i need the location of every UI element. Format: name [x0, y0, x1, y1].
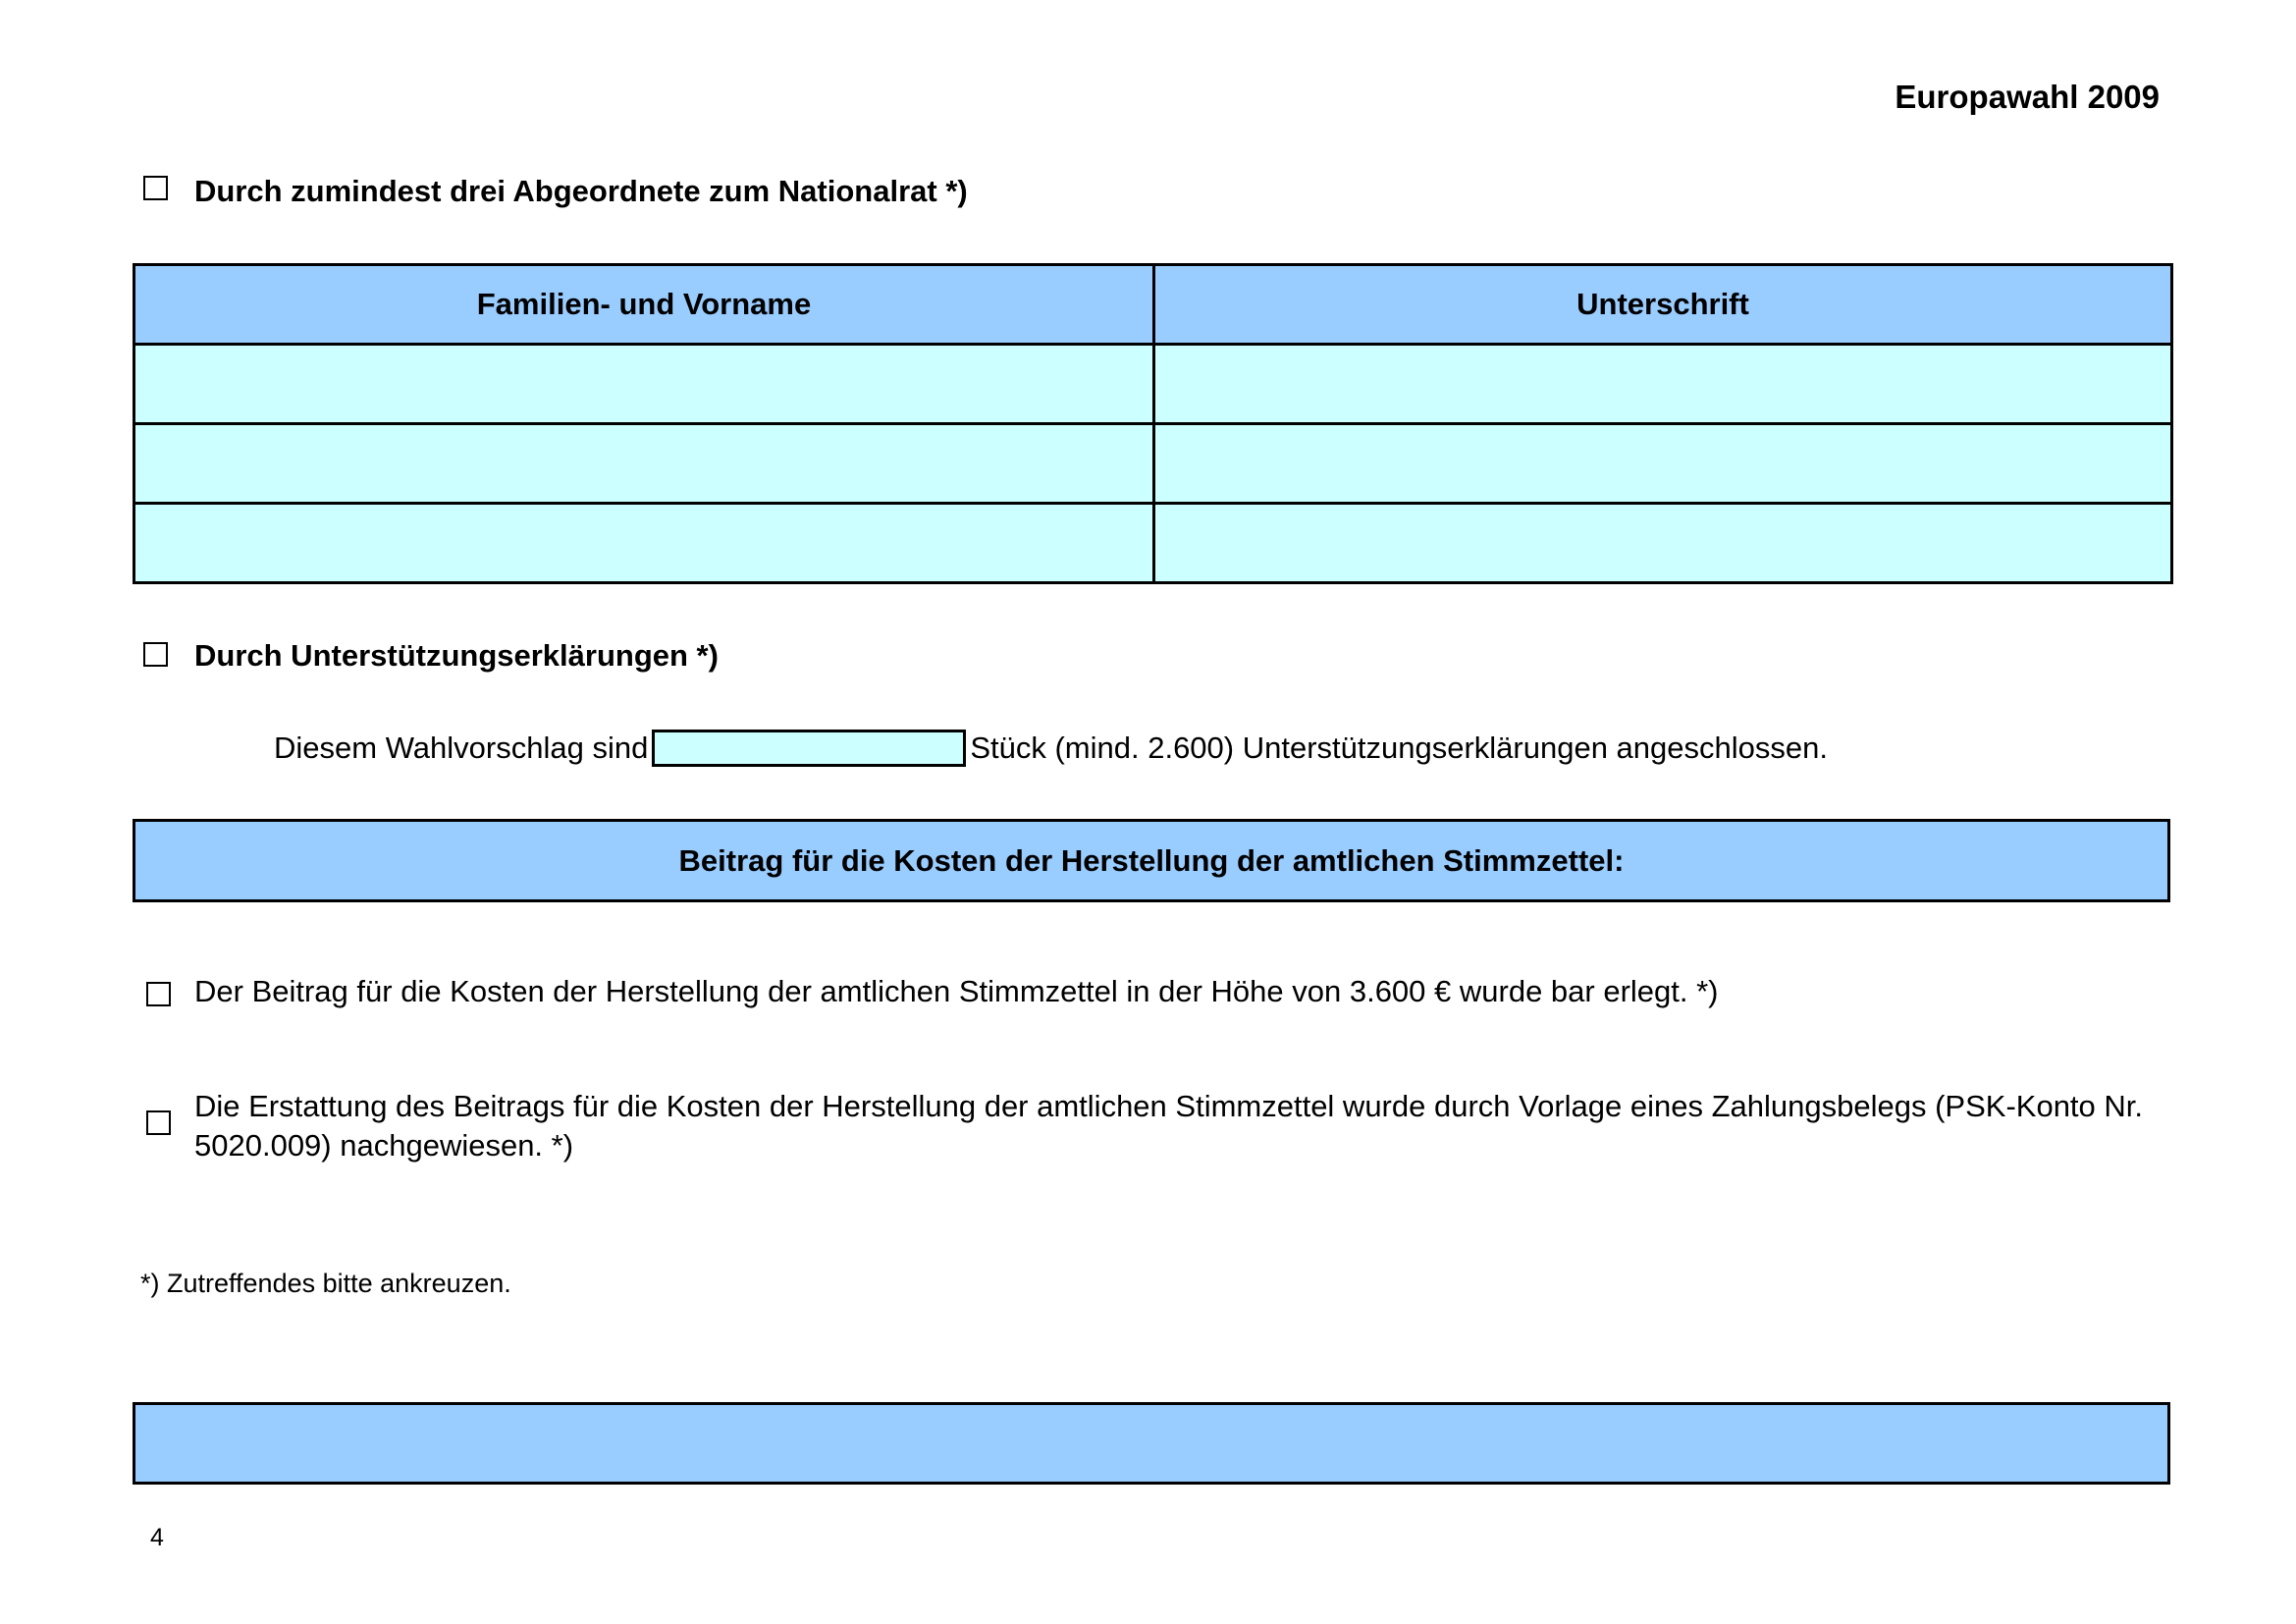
name-cell[interactable] [134, 504, 1154, 583]
table-header-row [134, 265, 2172, 345]
column-header-signature: Unterschrift [1154, 265, 2172, 345]
support-count-field[interactable] [652, 730, 966, 767]
signature-cell[interactable] [1154, 424, 2172, 504]
sentence-prefix: Diesem Wahlvorschlag sind [274, 731, 649, 765]
sentence-suffix: Stück (mind. 2.600) Unterstützungserklärungen angeschlossen. [970, 731, 1828, 765]
page-number: 4 [150, 1524, 164, 1551]
fee-cash-checkbox[interactable] [146, 982, 171, 1006]
column-header-name: Familien- und Vorname [134, 265, 1154, 345]
support-declarations-option-label: Durch Unterstützungserklärungen *) [194, 638, 719, 673]
fee-receipt-checkbox[interactable] [146, 1110, 171, 1135]
table-row [134, 345, 2172, 424]
name-cell[interactable] [134, 424, 1154, 504]
deputies-option-label: Durch zumindest drei Abgeordnete zum Nationalrat *) [194, 174, 968, 208]
signature-cell[interactable] [1154, 504, 2172, 583]
fee-section-header: Beitrag für die Kosten der Herstellung der amtlichen Stimmzettel: [133, 819, 2170, 902]
support-declarations-checkbox[interactable] [143, 642, 168, 667]
table-row [134, 424, 2172, 504]
support-count-sentence [274, 730, 1828, 767]
deputies-signature-table [133, 263, 2173, 584]
deputies-checkbox[interactable] [143, 176, 168, 200]
name-cell[interactable] [134, 345, 1154, 424]
table-row [134, 504, 2172, 583]
signature-cell[interactable] [1154, 345, 2172, 424]
footnote: *) Zutreffendes bitte ankreuzen. [140, 1269, 511, 1298]
fee-cash-option-label: Der Beitrag für die Kosten der Herstellung der amtlichen Stimmzettel in der Höhe von 3.600 € wurde bar erlegt. *) [194, 974, 1719, 1008]
footer-band [133, 1402, 2170, 1485]
fee-receipt-option-label: Die Erstattung des Beitrags für die Kosten der Herstellung der amtlichen Stimmzettel wurde durch Vorlage eines Zahlungsbelegs (PSK-Konto Nr. 5020.009) nachgewiesen. *) [194, 1089, 2144, 1163]
page-title: Europawahl 2009 [1895, 79, 2160, 115]
